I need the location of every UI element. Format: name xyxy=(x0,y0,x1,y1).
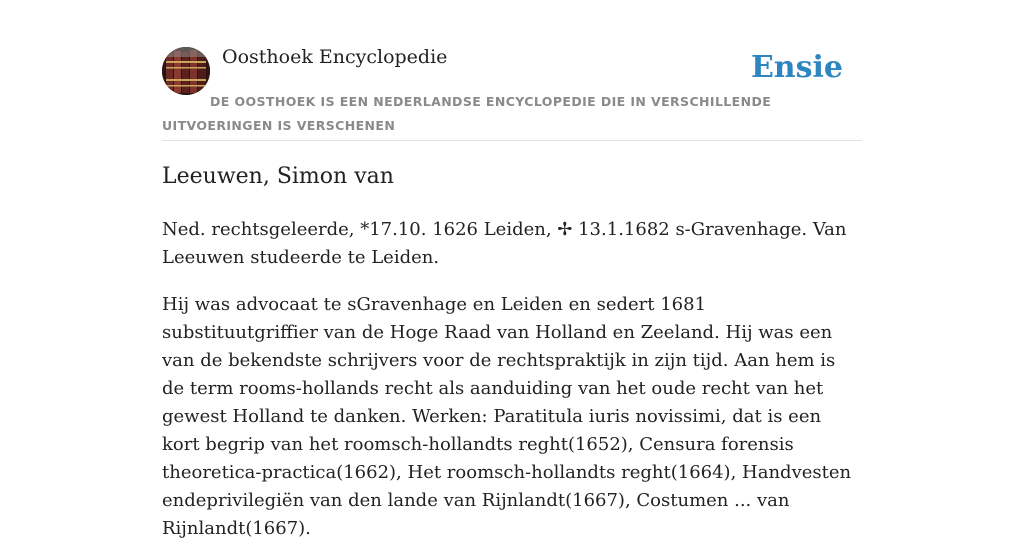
site-title[interactable]: Oosthoek Encyclopedie xyxy=(222,46,448,68)
article-title: Leeuwen, Simon van xyxy=(162,164,394,189)
page-container xyxy=(162,0,862,539)
article-paragraph: Ned. rechtsgeleerde, *17.10. 1626 Leiden, ✢ 13.1.1682 s-Gravenhage. Van Leeuwen studeerde te Leiden. xyxy=(162,219,847,268)
brand-logo-link[interactable]: Ensie xyxy=(750,50,843,85)
book-spines-icon[interactable] xyxy=(162,47,210,95)
article-paragraph: Hij was advocaat te sGravenhage en Leiden en sedert 1681 substituutgriffier van de Hoge Raad van Holland en Zeeland. Hij was een van de bekendste schrijvers voor de rechtspraktijk in zijn tijd. Aan hem is de term rooms-hollands recht als aanduiding van het oude recht van het gewest Holland te danken. Werken: Paratitula iuris novissimi, dat is een kort begrip van het roomsch-hollandts reght(1652), Censura forensis theoretica-practica(1662), Het roomsch-hollandts reght(1664), Handvesten endeprivilegiën van den lande van Rijnlandt(1667), Costumen ... van Rijnlandt(1667). xyxy=(162,294,852,539)
site-tagline: DE OOSTHOEK IS EEN NEDERLANDSE ENCYCLOPEDIE DIE IN VERSCHILLENDE UITVOERINGEN IS VERSCHENEN xyxy=(162,94,772,133)
logo-image xyxy=(162,47,210,95)
site-header xyxy=(162,0,862,141)
